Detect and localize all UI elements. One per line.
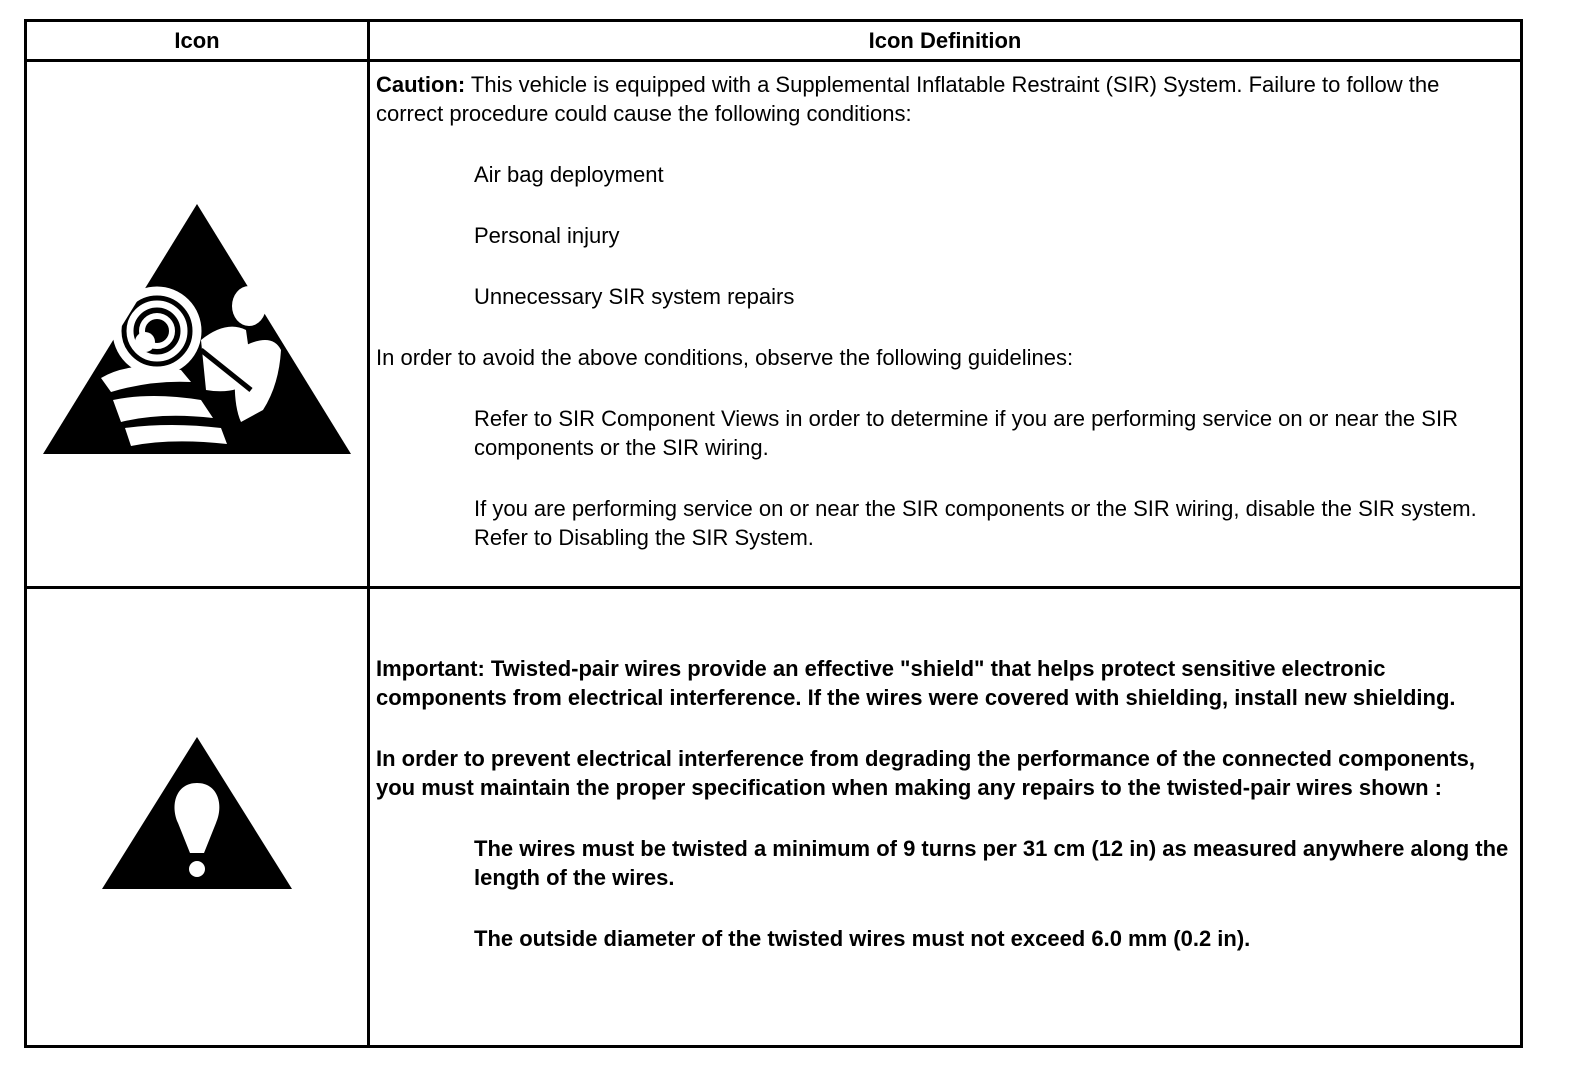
row-1-definition (376, 70, 1512, 584)
important-paragraph: Important: Twisted-pair wires provide an effective "shield" that helps protect sensitive electronic components from electrical interference. If the wires were covered with shielding, install new shielding. (376, 656, 1456, 710)
caution-label: Caution: (376, 72, 466, 97)
spec-item: The wires must be twisted a minimum of 9 turns per 31 cm (12 in) as measured anywhere along the length of the wires. (474, 836, 1509, 890)
guideline-item: If you are performing service on or near the SIR components or the SIR wiring, disable the SIR system. Refer to Disabling the SIR System. (474, 496, 1477, 550)
interference-paragraph: In order to prevent electrical interference from degrading the performance of the connected components, you must maintain the proper specification when making any repairs to the twisted-pair wires shown : (376, 746, 1476, 800)
condition-item: Air bag deployment (474, 162, 664, 187)
sir-airbag-caution-icon (41, 200, 353, 456)
guideline-item: Refer to SIR Component Views in order to determine if you are performing service on or near the SIR components or the SIR wiring. (474, 406, 1458, 460)
caution-intro (376, 70, 1512, 128)
icon-definition-table (24, 19, 1523, 1048)
spec-item: The outside diameter of the twisted wires must not exceed 6.0 mm (0.2 in). (474, 926, 1251, 951)
header-icon-column: Icon (174, 27, 220, 53)
column-divider (367, 22, 370, 1045)
guidelines-intro: In order to avoid the above conditions, observe the following guidelines: (376, 345, 1074, 370)
condition-item: Personal injury (474, 223, 620, 248)
row-2-definition (376, 654, 1512, 985)
caution-text: This vehicle is equipped with a Supplemental Inflatable Restraint (SIR) System. Failure to follow the correct procedure could cause the following conditions: (376, 72, 1440, 126)
row-2-icon-cell (27, 589, 367, 1048)
header-definition-column: Icon Definition (868, 27, 1022, 53)
row-1-icon-cell (27, 62, 367, 586)
important-warning-icon (100, 735, 294, 891)
condition-item: Unnecessary SIR system repairs (474, 284, 795, 309)
